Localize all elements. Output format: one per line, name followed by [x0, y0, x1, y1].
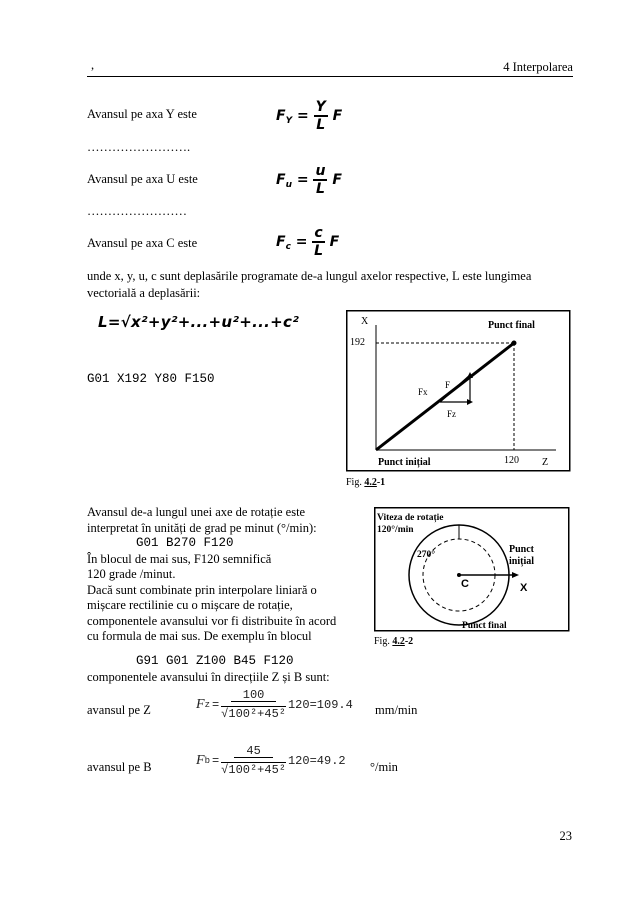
rotation-line-1: Avansul de-a lungul unei axe de rotație este	[87, 505, 306, 519]
end-label: Punct final	[462, 621, 507, 631]
f-label: F	[445, 380, 451, 390]
fz-label: Fz	[447, 409, 456, 419]
calc-b-formula: F b = $\frac{45}{\text{√100²+45²}}$ 120=49.2	[196, 744, 346, 777]
feed-c-label: Avansul pe axa C este	[87, 236, 198, 250]
definitions-paragraph: unde x, y, u, c sunt deplasările programate de-a lungul axelor respective, L este lungimea vectorială a deplasării:	[87, 269, 532, 300]
calc-z-formula: F z = $\frac{100}{\text{√100²+45²}}$ 120=109.4	[196, 688, 353, 721]
rotation-line-5: Dacă sunt combinate prin interpolare liniară o	[87, 582, 317, 597]
components-text: componentele avansului în direcțiile Z și B sunt:	[87, 670, 330, 684]
center-label: C	[461, 578, 469, 590]
start-label-line2: inițial	[509, 556, 535, 567]
rotation-line-2: interpretat în unități de grad pe minut (°/min):	[87, 520, 317, 535]
code-block-1: G01 X192 Y80 F150	[87, 372, 215, 386]
calc-z-label: avansul pe Z	[87, 703, 151, 717]
header-chapter-title: 4 Interpolarea	[503, 60, 573, 74]
rotation-line-7: componentele avansului vor fi distribuite în acord	[87, 613, 337, 628]
feed-u-label: Avansul pe axa U este	[87, 172, 198, 186]
feed-c-formula: $F_c$ = $\frac{c}{L}$ F	[276, 225, 340, 259]
y-tick-label: 192	[350, 337, 365, 348]
end-point	[512, 341, 517, 346]
code-block-3: G91 G01 Z100 B45 F120	[136, 654, 294, 668]
header	[87, 60, 573, 77]
end-point-label: Punct final	[488, 320, 535, 331]
dotted-line-2: ……………………	[87, 204, 187, 218]
dotted-line-1: …………………….	[87, 140, 191, 154]
rotation-line-4: 120 grade /minut.	[87, 567, 176, 581]
rotation-line-3: În blocul de mai sus, F120 semnifică	[87, 551, 272, 566]
figure-4-2-2	[374, 507, 570, 632]
figure-2-caption: Fig. 4.2-2	[374, 636, 414, 647]
figure-1-caption: Fig. 4.2-1	[346, 477, 386, 488]
feed-y-formula: $F_Y$ = $\frac{Y}{L}$ F	[276, 99, 343, 133]
rotation-line-8: cu formula de mai sus. De exemplu în blocul	[87, 629, 312, 643]
center-point	[457, 573, 461, 577]
code-block-2: G01 B270 F120	[136, 536, 234, 550]
figure-4-2-1	[346, 310, 571, 472]
rotation-speed-title: Viteza de rotație	[377, 513, 444, 523]
fx-label: Fx	[418, 387, 428, 397]
start-label-line1: Punct	[509, 544, 534, 555]
x-tick-label: 120	[504, 455, 519, 466]
x-axis-label: X	[361, 316, 369, 327]
x-axis-label: X	[520, 582, 528, 594]
header-left-mark: ,	[91, 58, 95, 72]
page-number: 23	[559, 829, 572, 843]
length-formula: L=√x²+y²+...+u²+...+c²	[98, 313, 300, 331]
calc-b-label: avansul pe B	[87, 760, 152, 774]
rotation-line-6: mișcare rectilinie cu o mișcare de rotație,	[87, 598, 293, 612]
rotation-speed-value: 120°/min	[377, 525, 414, 535]
feed-y-label: Avansul pe axa Y este	[87, 107, 197, 121]
feed-u-formula: $F_u$ = $\frac{u}{L}$ F	[276, 163, 342, 197]
start-point-label: Punct inițial	[378, 457, 431, 468]
calc-z-unit: mm/min	[375, 703, 418, 717]
angle-label: 270°	[417, 550, 436, 560]
calc-b-unit: °/min	[370, 760, 398, 774]
z-axis-label: Z	[542, 457, 549, 468]
rotation-text-block	[87, 505, 372, 645]
